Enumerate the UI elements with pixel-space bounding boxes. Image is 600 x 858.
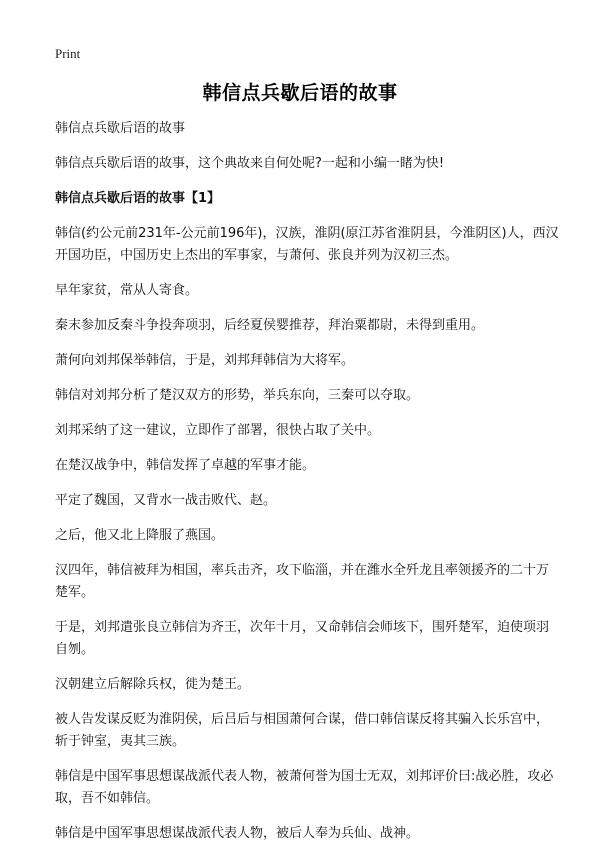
paragraph: 早年家贫，常从人寄食。 (55, 283, 199, 298)
paragraph: 于是，刘邦遣张良立韩信为齐王，次年十月，又命韩信会师垓下，围歼楚军，迫使项羽自刎。 (55, 620, 550, 657)
section-heading: 韩信点兵歇后语的故事【1】 (55, 191, 221, 206)
print-link[interactable]: Print (55, 46, 81, 61)
paragraph: 韩信(约公元前231年-公元前196年)，汉族，淮阴(原江苏省淮阴县，今淮阴区)人，西汉开国功臣，中国历史上杰出的军事家，与萧何、张良并列为汉初三杰。 (55, 226, 559, 263)
paragraph: 平定了魏国，又背水一战击败代、赵。 (55, 493, 277, 508)
paragraph: 韩信对刘邦分析了楚汉双方的形势，举兵东向，三秦可以夺取。 (55, 388, 420, 403)
article-body (55, 118, 560, 858)
paragraph: 之后，他又北上降服了燕国。 (55, 528, 225, 543)
paragraph: 萧何向刘邦保举韩信，于是，刘邦拜韩信为大将军。 (55, 353, 355, 368)
paragraph: 韩信点兵歇后语的故事 (55, 121, 186, 136)
paragraph: 汉四年，韩信被拜为相国，率兵击齐，攻下临淄，并在潍水全歼龙且率领援齐的二十万楚军。 (55, 563, 550, 600)
paragraph: 汉朝建立后解除兵权，徙为楚王。 (55, 677, 251, 692)
paragraph: 韩信是中国军事思想谋战派代表人物，被后人奉为兵仙、战神。 (55, 826, 420, 841)
paragraph: 秦末参加反秦斗争投奔项羽，后经夏侯婴推荐，拜治粟都尉，未得到重用。 (55, 318, 485, 333)
paragraph: 刘邦采纳了这一建议，立即作了部署，很快占取了关中。 (55, 423, 381, 438)
page-title: 韩信点兵歇后语的故事 (202, 82, 398, 104)
paragraph: 被人告发谋反贬为淮阴侯，后吕后与相国萧何合谋，借口韩信谋反将其骗入长乐宫中，斩于钟室，夷其三族。 (55, 712, 550, 749)
paragraph: 在楚汉战争中，韩信发挥了卓越的军事才能。 (55, 458, 316, 473)
paragraph: 韩信点兵歇后语的故事，这个典故来自何处呢?一起和小编一睹为快! (55, 156, 445, 171)
paragraph: 韩信是中国军事思想谋战派代表人物，被萧何誉为国士无双，刘邦评价曰:战必胜，攻必取，吾不如韩信。 (55, 769, 554, 806)
